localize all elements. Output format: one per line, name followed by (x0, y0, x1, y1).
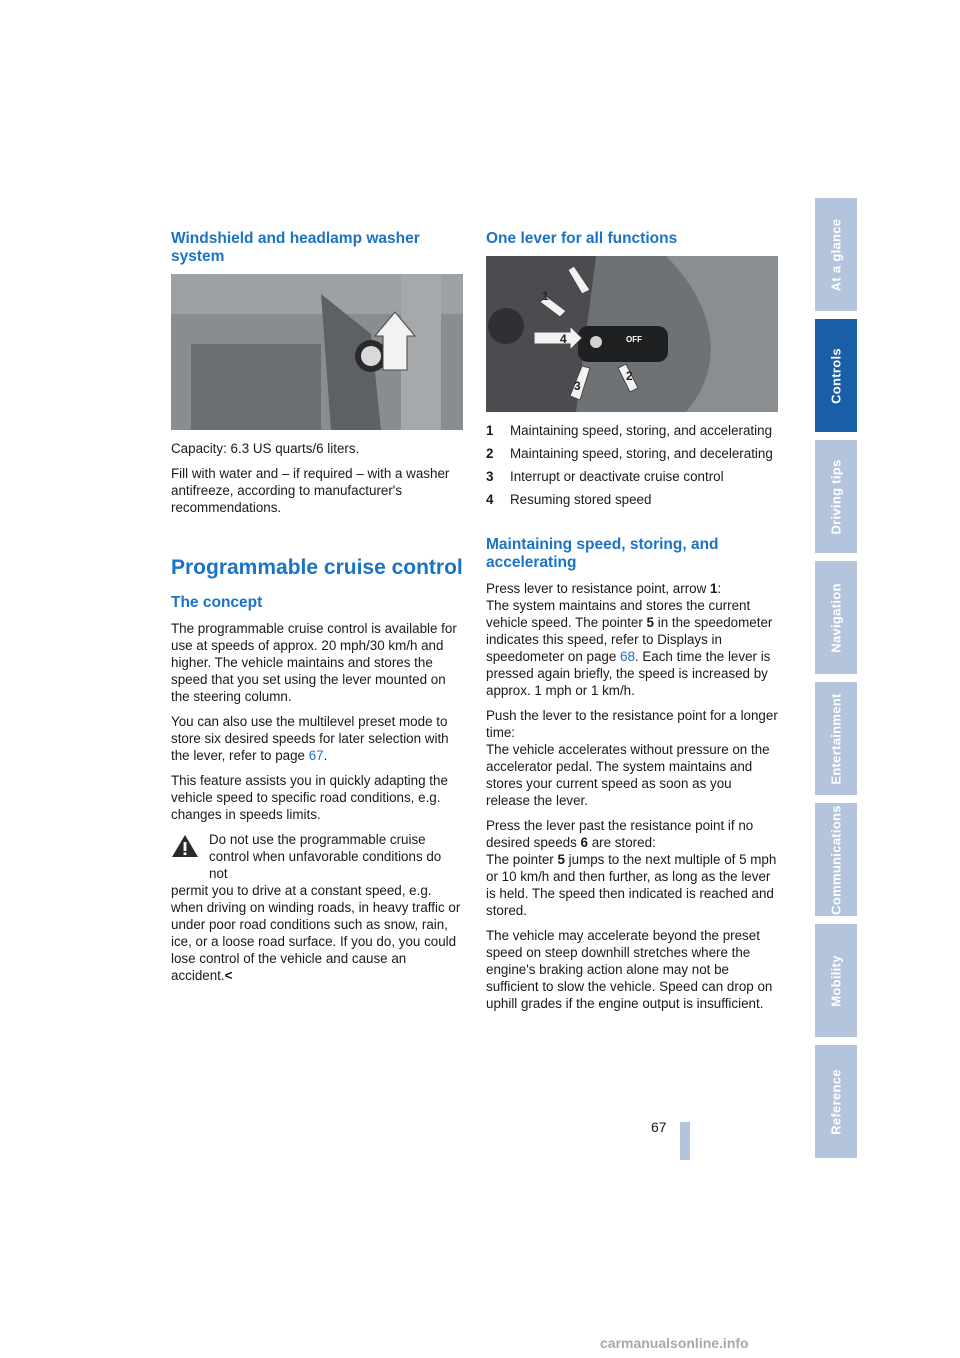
warning-end-mark: < (224, 968, 233, 983)
tab-label: Mobility (828, 954, 844, 1007)
concept-paragraph-1: The programmable cruise control is available for use at speeds of approx. 20 mph/30 km/h and higher. The vehicle maintains and stores the speed that you set using the lever mounted on the steering column. (171, 621, 457, 704)
section-tabs (815, 198, 857, 1166)
cruise-lever-photo (486, 256, 778, 412)
lever-heading: One lever for all functions (486, 230, 678, 247)
concept-p2-end: . (323, 748, 328, 763)
m-p1-text: Press lever to resistance point, arrow (486, 581, 711, 596)
concept-paragraph-3: This feature assists you in quickly adapting the vehicle speed to specific road conditions, e.g. changes in speeds limits. (171, 773, 448, 822)
tab-label: At a glance (828, 218, 844, 291)
m-p3-text-2: are stored: (588, 835, 656, 850)
washer-heading: Windshield and headlamp washer system (171, 230, 420, 265)
right-column (486, 230, 778, 1020)
tab-reference[interactable] (815, 1045, 857, 1158)
m-p3-text-4: jumps to the next multiple of 5 mph or 10 km/h and then further, as long as the lever is held. The speed then indicated is reached and stored. (486, 852, 777, 918)
warning-rest-text: permit you to drive at a constant speed, e.g. when driving on winding roads, in heavy traffic or under poor road conditions such as snow, rain, ice, or a loose road surface. If you do, you could lose control of the vehicle and cause an accident. (171, 883, 461, 983)
tab-label: Reference (828, 1068, 844, 1135)
footer-watermark: carmanualsonline.info (600, 1335, 749, 1351)
arrow-4-label: 4 (560, 332, 567, 346)
m-p1-text-4: . Each time the lever is pressed again briefly, the speed is increased by approx. 1 mph or 1 km/h. (486, 649, 771, 698)
m-p3-speeds-ref: 6 (580, 835, 588, 850)
tab-driving-tips[interactable] (815, 440, 857, 553)
tab-label: Driving tips (828, 458, 844, 535)
item-number: 3 (486, 469, 494, 484)
tab-label: Entertainment (828, 692, 844, 785)
m-p1-colon: : (717, 581, 722, 596)
page-number: 67 (651, 1119, 667, 1135)
concept-heading: The concept (171, 594, 263, 611)
item-text: Interrupt or deactivate cruise control (510, 469, 724, 484)
warning-lead: Do not use the programmable cruise control when unfavorable conditions do not (209, 832, 442, 881)
list-item (486, 468, 778, 485)
capacity-text: Capacity: 6.3 US quarts/6 liters. (171, 441, 360, 456)
arrow-1-label: 1 (542, 289, 549, 303)
maintain-heading: Maintaining speed, storing, and accelerating (486, 536, 719, 571)
item-text: Resuming stored speed (510, 492, 652, 507)
warning-block (171, 831, 463, 882)
item-number: 2 (486, 446, 494, 461)
page-67-link[interactable]: 67 (308, 748, 324, 763)
maintain-paragraph-4: The vehicle may accelerate beyond the preset speed on steep downhill stretches where the engine's braking action alone may not be sufficient to slow the vehicle. Speed can drop on uphill grades if the engine output is insufficient. (486, 928, 773, 1011)
maintain-paragraph-1 (486, 580, 778, 699)
tab-entertainment[interactable] (815, 682, 857, 795)
tab-controls[interactable] (815, 319, 857, 432)
arrow-2-label: 2 (626, 369, 633, 383)
tab-label: Communications (828, 804, 844, 915)
m-p3-pointer-ref: 5 (557, 852, 565, 867)
m-p1-arrow-ref: 1 (710, 581, 718, 596)
off-label: OFF (626, 335, 642, 344)
list-item (486, 491, 778, 508)
m-p3-text: Press the lever past the resistance point if no desired speeds (486, 818, 754, 850)
lever-function-list (486, 422, 778, 508)
left-column (171, 230, 463, 992)
m-p1-pointer-ref: 5 (646, 615, 654, 630)
m-p2-text: Push the lever to the resistance point for a longer time: (486, 708, 778, 740)
cruise-heading: Programmable cruise control (171, 556, 463, 579)
m-p3-text-3: The pointer (486, 852, 558, 867)
warning-rest (171, 882, 463, 984)
m-p1-text-2: The system maintains and stores the current vehicle speed. The pointer (486, 598, 751, 630)
washer-reservoir-photo (171, 274, 463, 430)
tab-mobility[interactable] (815, 924, 857, 1037)
arrow-3-label: 3 (574, 379, 581, 393)
item-text: Maintaining speed, storing, and accelerating (510, 423, 773, 438)
tab-label: Controls (828, 347, 844, 404)
item-number: 4 (486, 492, 494, 507)
tab-navigation[interactable] (815, 561, 857, 674)
tab-at-a-glance[interactable] (815, 198, 857, 311)
item-number: 1 (486, 423, 494, 438)
item-text: Maintaining speed, storing, and decelerating (510, 446, 773, 461)
warning-triangle-icon (171, 834, 199, 858)
maintain-paragraph-2 (486, 707, 778, 809)
list-item (486, 422, 778, 439)
page-marker-bar (680, 1122, 690, 1160)
page-68-link[interactable]: 68 (620, 649, 635, 664)
m-p1-text-3: in the speedometer indicates this speed, refer to Displays in speedometer on page (486, 615, 773, 664)
tab-label: Navigation (828, 582, 844, 653)
list-item (486, 445, 778, 462)
maintain-paragraph-3 (486, 817, 778, 919)
m-p2-text-2: The vehicle accelerates without pressure on the accelerator pedal. The system maintains and stores your current speed as soon as you release the lever. (486, 742, 770, 808)
tab-communications[interactable] (815, 803, 857, 916)
fill-text: Fill with water and – if required – with a washer antifreeze, according to manufacturer's recommendations. (171, 466, 450, 515)
concept-p2-text: You can also use the multilevel preset mode to store six desired speeds for later selection with the lever, refer to page (171, 714, 449, 763)
concept-paragraph-2 (171, 713, 463, 764)
